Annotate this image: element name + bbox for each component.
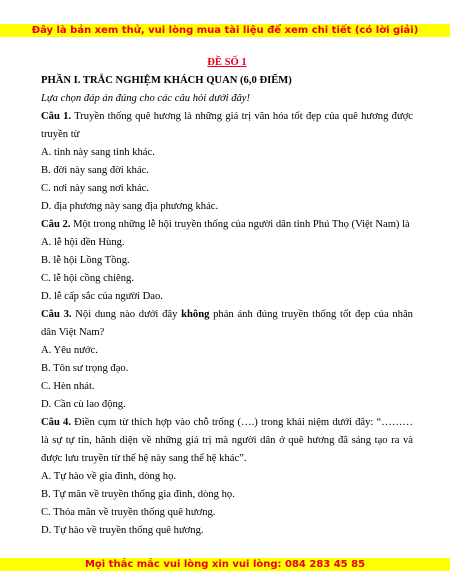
option-b: B. lễ hội Lồng Tồng. <box>41 255 130 266</box>
option-c: C. nơi này sang nơi khác. <box>41 183 150 194</box>
exam-title: ĐỀ SỐ 1 <box>207 57 247 68</box>
question-text-after: phản ánh đúng truyền thống tốt đẹp của nhân dân Việt Nam? <box>41 309 413 338</box>
option-a: A. Tự hào về gia đình, dòng họ. <box>41 471 177 482</box>
option-d: D. lễ cấp sắc của người Dao. <box>41 291 163 302</box>
question-text-before: Nội dung nào dưới đây <box>71 309 182 320</box>
section-heading: PHẦN I. TRẮC NGHIỆM KHÁCH QUAN (6,0 ĐIỂM) <box>41 75 292 86</box>
option-b: B. Tôn sư trọng đạo. <box>41 363 129 374</box>
option-a: A. Yêu nước. <box>41 345 98 356</box>
question-emphasis: không <box>181 309 210 320</box>
option-a: A. lễ hội đền Hùng. <box>41 237 125 248</box>
question-number: Câu 4. <box>41 417 71 428</box>
question-4 <box>41 414 413 540</box>
question-stem <box>41 108 413 144</box>
option-c: C. Thỏa mãn về truyền thống quê hương. <box>41 507 216 518</box>
option-b: B. đời này sang đời khác. <box>41 165 150 176</box>
preview-notice-banner: Đây là bản xem thử, vui lòng mua tài liệu để xem chi tiết (có lời giải) <box>0 24 450 37</box>
option-d: D. địa phương này sang địa phương khác. <box>41 201 219 212</box>
question-stem <box>41 414 413 468</box>
option-c: C. lễ hội cồng chiêng. <box>41 273 134 284</box>
question-text: Điền cụm từ thích hợp vào chỗ trống (….) trong khái niệm dưới đây: “……… là sự tự tin, hãnh diện về những giá trị mà người dân ở quê hương đã sáng tạo ra và được lưu truyền từ thế hệ này sang thế hệ khác”. <box>41 417 414 464</box>
option-c: C. Hèn nhát. <box>41 381 95 392</box>
question-text: Truyền thống quê hương là những giá trị văn hóa tốt đẹp của quê hương được truyền từ <box>41 111 413 140</box>
document-body <box>41 54 413 540</box>
question-3 <box>41 306 413 414</box>
question-number: Câu 1. <box>41 111 72 122</box>
option-d: D. Cần cù lao động. <box>41 399 126 410</box>
contact-banner: Mọi thắc mắc vui lòng xin vui lòng: 084 283 45 85 <box>0 558 450 571</box>
question-2 <box>41 216 413 306</box>
question-number: Câu 3. <box>41 309 72 320</box>
question-stem <box>41 216 413 234</box>
question-stem <box>41 306 413 342</box>
option-b: B. Tự mãn về truyền thống gia đình, dòng họ. <box>41 489 235 500</box>
question-1 <box>41 108 413 216</box>
instruction-text: Lựa chọn đáp án đúng cho các câu hỏi dưới đây! <box>41 93 251 104</box>
option-d: D. Tự hào về truyền thống quê hương. <box>41 525 204 536</box>
question-number: Câu 2. <box>41 219 71 230</box>
option-a: A. tỉnh này sang tỉnh khác. <box>41 147 155 158</box>
question-text: Một trong những lễ hội truyền thống của người dân tỉnh Phú Thọ (Việt Nam) là <box>70 219 410 230</box>
